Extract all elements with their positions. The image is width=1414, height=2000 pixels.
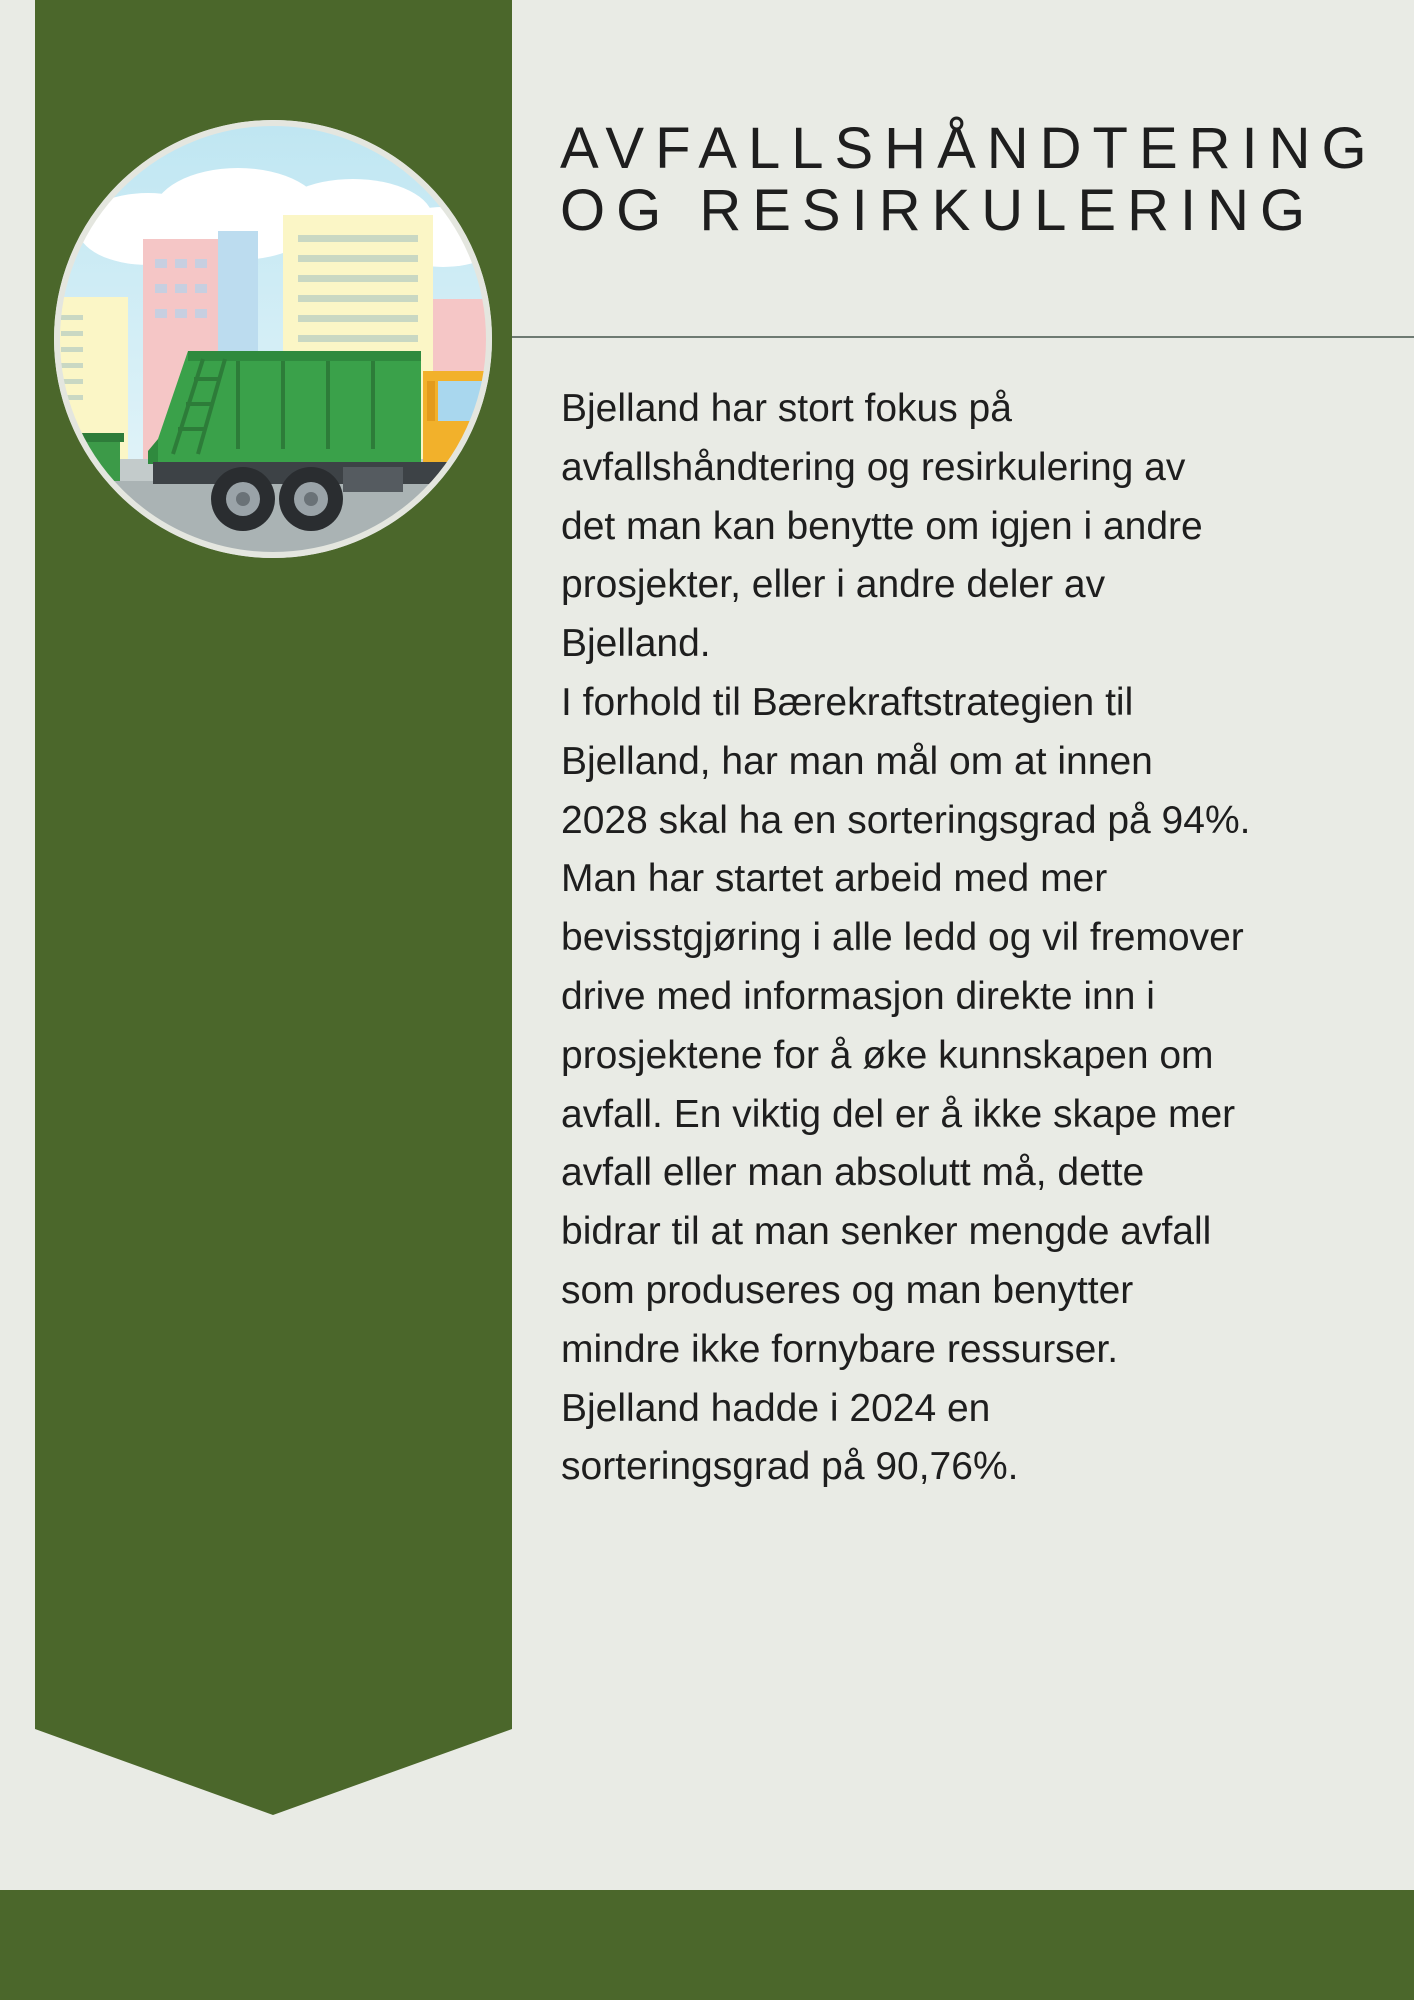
body-line: mindre ikke fornybare ressurser. — [561, 1327, 1119, 1371]
title-line-1: AVFALLSHÅNDTERING — [560, 116, 1378, 181]
body-line: drive med informasjon direkte inn i — [561, 974, 1155, 1018]
body-line: det man kan benytte om igjen i andre — [561, 504, 1203, 548]
body-line: avfall eller man absolutt må, dette — [561, 1151, 1145, 1195]
title-divider — [512, 336, 1414, 338]
body-line: Bjelland, har man mål om at innen — [561, 739, 1153, 783]
body-line: I forhold til Bærekraftstrategien til — [561, 680, 1134, 724]
body-line: Man har startet arbeid med mer — [561, 857, 1108, 901]
body-line: avfall. En viktig del er å ikke skape mer — [561, 1092, 1236, 1136]
body-line: prosjekter, eller i andre deler av — [561, 563, 1106, 607]
body-line: Bjelland. — [561, 622, 711, 666]
body-line: 2028 skal ha en sorteringsgrad på 94%. — [561, 798, 1251, 842]
body-line: Bjelland har stort fokus på — [561, 387, 1012, 430]
garbage-truck-icon — [53, 119, 493, 559]
footer-bar — [0, 1890, 1414, 2000]
body-line: bevisstgjøring i alle ledd og vil fremover — [561, 916, 1244, 960]
body-line: prosjektene for å øke kunnskapen om — [561, 1033, 1214, 1077]
title-line-2: OG RESIRKULERING — [560, 178, 1317, 243]
body-line: avfallshåndtering og resirkulering av — [561, 445, 1186, 489]
body-line: som produseres og man benytter — [561, 1268, 1134, 1312]
body-line: bidrar til at man senker mengde avfall — [561, 1210, 1212, 1254]
body-paragraph — [561, 380, 1361, 1497]
body-line: sorteringsgrad på 90,76%. — [561, 1445, 1019, 1489]
body-line: Bjelland hadde i 2024 en — [561, 1386, 991, 1430]
page-title — [560, 118, 1390, 242]
